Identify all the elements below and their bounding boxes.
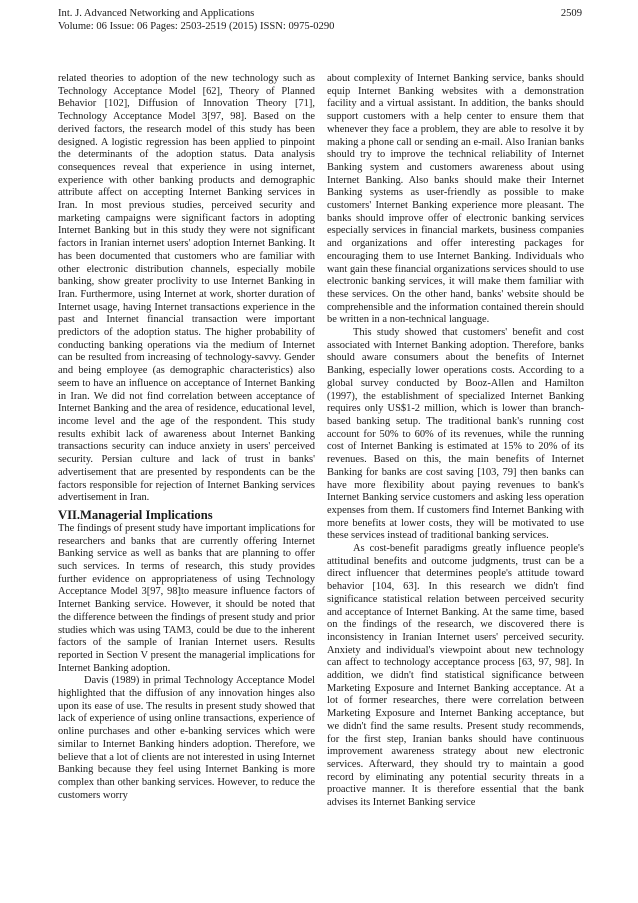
right-column	[327, 73, 584, 810]
body-paragraph: about complexity of Internet Banking service, banks should equip Internet Banking websites with a demonstration facility and a virtual assistant. In addition, the banks should support customers with a help center to ensure them that whenever they face a problem, they are able to resolve it by making a phone call or sending an e-mail. Also Iranian banks should try to improve the technical reliability of Internet Banking system and customers awareness about using Internet Banking. Also banks should make their Internet Banking systems as user-friendly as possible to make customers' Internet Banking experience more pleasant. The banks should improve offer of electronic banking services especially services in financial markets, business companies and organizations and offer interesting packages for encouraging them to use Internet Banking. Individuals who want gain these financial organizations services should to use electronic banking services, it will make them familiar with these services. On the other hand, banks' website should be comprehensible and the information contained therein should be written in a non-technical language.	[327, 73, 584, 326]
body-paragraph: Davis (1989) in primal Technology Acceptance Model highlighted that the diffusion of any innovation hinges also upon its ease of use. The results in present study showed that lack of experience of using online transactions, experience of online purchases and other e-banking services which were similar to Internet Banking hinders adoption. Therefore, we believe that a lot of clients are not interested in using Internet Banking because they feel using Internet Banking is more complex than other banking services. However, to reduce the customers worry	[58, 675, 315, 801]
page-number: 2509	[560, 8, 582, 19]
body-paragraph: As cost-benefit paradigms greatly influence people's attitudinal benefits and outcome judgments, trust can be a direct influencer that determines people's attitude toward behavior [104, 63]. In this research we didn't find significance statistical relation between perceived security and acceptance of Internet Banking. At the same time, based on the findings of the research, we discovered there is inconsistency in Iranian Internet users' perceived security. Anxiety and individual's viewpoint about new technology can affect to technology acceptance process [63, 97, 98]. In addition, we didn't find statistical significance between Marketing Exposure and Internet Banking acceptance. At a lot of former researches, there were correlation between Marketing Exposure and Internet Banking acceptance, but we didn't find the same results. Present study recommends, for the first step, Iranian banks should have continuous improvement awareness strategy about new electronic services. Afterward, they should try to maintain a good record by eliminating any potential security threats in a proactive manner. It is therefore essential that the bank advises its Internet Banking service	[327, 543, 584, 809]
volume-info: Volume: 06 Issue: 06 Pages: 2503-2519 (2015) ISSN: 0975-0290	[58, 21, 335, 32]
page-header	[58, 7, 582, 41]
body-paragraph: related theories to adoption of the new technology such as Technology Acceptance Model [62], Theory of Planned Behavior [102], Diffusion of Innovation Theory [71], Technology Acceptance Model 3[97, 98]. Based on the derived factors, the research model of this study has been designed. A logistic regression has been applied to pinpoint the determinants of the adoption status. Data analysis consequences reveal that experience in using internet, experience with other banking products and demographic attribute affect on accepting Internet Banking services in Iran. In most previous studies, perceived security and marketing campaigns were significant factors in adopting Internet Banking but in this study they were not significant factors in Iranian internet users' adoption Internet Banking. It has been documented that customers who are familiar with other electronic distribution channels, especially mobile banking, show greater proclivity to use Internet Banking in Iran. Furthermore, using Internet at work, shorter duration of Internet usage, having Internet transactions experience in the past and Internet financial transaction were important predictors of the adoption status. The higher probability of conducting banking operations via the medium of Internet can be resulted from increasing of technology-savvy. Gender and being employee (as demographic characteristics) also seem to have an influence on acceptance of Internet Banking in Iran. We did not find correlation between acceptance of Internet Banking and the area of residence, educational level, income level and the age of the respondent. This study results exhibit lack of awareness about Internet Banking transactions security can induce anxiety in users' perceived security. Persian culture and lack of trust in banks' advertisement that are presented by respondents can be the factors responsible for rejection of Internet Banking services advertisement in Iran.	[58, 73, 315, 504]
left-column	[58, 73, 315, 802]
body-paragraph: The findings of present study have important implications for researchers and banks that are currently offering Internet Banking service as well as banks that are planning to offer such services. In terms of research, this study provides further evidence on appropriateness of using Technology Acceptance Model 3[97, 98]to measure influence factors of Internet Banking service. However, it should be noted that the difference between the findings of present study and prior studies which was using TAM3, could be due to the inherent factors of the sample of Iranian Internet users. Results reported in Section V present the managerial implications for Internet Banking adoption.	[58, 522, 315, 674]
body-paragraph: This study showed that customers' benefit and cost associated with Internet Banking adoption. Therefore, banks should aware consumers about the benefits of Internet Banking, especially lower operations costs. According to a global survey conducted by Booz-Allen and Hamilton (1997), the establishment of specialized Internet Banking requires only US$1-2 million, which is lower than branch-based banking setup. The traditional bank's running cost account for 50% to 60% of its revenues, while the running cost of Internet Banking is estimated at 15% to 20% of its revenues. Based on this, the main benefits of Internet Banking for banks are cost saving [103, 79] then banks can have more flexibility about paying revenues to bank's Internet Banking service customers and asking less operation expenses from them. If customers find Internet Banking with more benefits at lower costs, they will be motivated to use these services instead of traditional banking services.	[327, 327, 584, 542]
journal-title: Int. J. Advanced Networking and Applications	[58, 8, 255, 19]
section-heading: VII.Managerial Implications	[58, 507, 213, 522]
